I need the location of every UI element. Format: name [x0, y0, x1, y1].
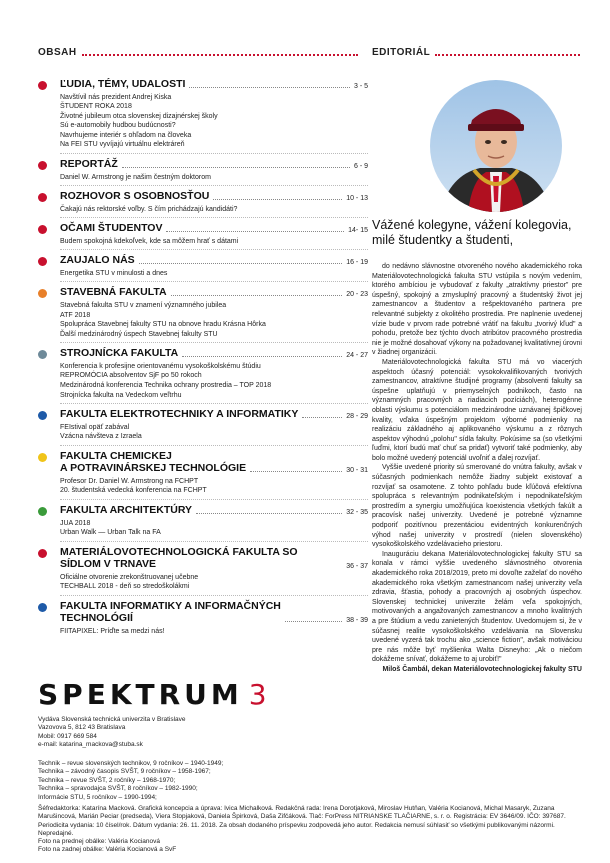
section-color-dot	[38, 350, 47, 359]
toc-section-title: REPORTÁŽ	[60, 158, 118, 171]
toc-article-item[interactable]: FIITAPIXEL: Príďte sa medzi nás!	[60, 627, 165, 635]
toc-section-title: ĽUDIA, TÉMY, UDALOSTI	[60, 78, 186, 90]
toc-section-head	[60, 158, 368, 171]
toc-separator	[60, 185, 368, 186]
editorial-paragraph: Vyššie uvedené priority sú smerované do vnútra fakulty, avšak v súčasných podmienkach nemôže žiadny subjekt existovať a rozvíjať sa osamotene. Z tohto pohľadu bude kľúčová efektívna spolupráca s relevantným podnikateľským i nepodnikateľským prostredím a synergiu umožňujúca koexistencia všetkých fakúlt a pracovísk našej univerzity. Uvedené je potrebné významne podporiť pozitívnou prezentáciou evidentných konkurenčných výhod našej univerzity v prostredí (nielen slovenského) vysokoškolského vzdelávacieho priestoru.	[372, 464, 582, 549]
toc-dotted-leader	[171, 295, 343, 296]
toc-section-head	[60, 78, 368, 91]
toc-separator	[60, 403, 368, 404]
toc-page-range: 32 - 35	[346, 508, 368, 516]
publisher-info	[38, 716, 578, 750]
publisher-line: Vydáva Slovenská technická univerzita v Bratislave	[38, 716, 186, 723]
toc-article-item[interactable]: Konferencia k profesijne orientovanému vysokoškolskému štúdiu	[60, 362, 261, 370]
toc-section[interactable]	[38, 546, 368, 592]
toc-dotted-leader	[122, 167, 350, 168]
editorial-signature: Miloš Čambál, dekan Materiálovotechnologickej fakulty STU	[382, 665, 582, 673]
toc-section-head	[60, 408, 368, 421]
toc-separator	[60, 342, 368, 343]
toc-dotted-leader	[182, 356, 342, 357]
toc-section-items	[60, 573, 368, 592]
toc-section-head	[60, 546, 368, 571]
logo-word: SPEKTRUM	[38, 678, 243, 711]
section-color-dot	[38, 603, 47, 612]
toc-page-range: 14- 15	[348, 226, 368, 234]
toc-section[interactable]	[38, 408, 368, 442]
toc-article-item[interactable]: Navrhujeme interiér s ohľadom na človeka	[60, 131, 192, 139]
toc-page-range: 30 - 31	[346, 466, 368, 474]
toc-section-head	[60, 286, 368, 299]
history-line: Technik – revue slovenských technikov, 9 ročníkov – 1940-1949;	[38, 760, 224, 767]
toc-header	[38, 47, 358, 58]
toc-article-item[interactable]: JUA 2018	[60, 519, 91, 527]
table-of-contents	[38, 78, 368, 637]
toc-dotted-leader	[302, 417, 342, 418]
dean-portrait	[430, 80, 562, 212]
toc-page-range: 3 - 5	[353, 82, 368, 90]
toc-page-range: 16 - 19	[346, 258, 368, 266]
toc-page-range: 36 - 37	[346, 562, 368, 570]
toc-article-item[interactable]: Budem spokojná kdekoľvek, kde sa môžem hrať s dátami	[60, 237, 239, 245]
toc-section-items	[60, 93, 368, 151]
editorial-header	[372, 47, 580, 58]
toc-section[interactable]	[38, 600, 368, 637]
toc-section-head	[60, 222, 368, 235]
publisher-line: Mobil: 0917 669 584	[38, 732, 97, 740]
toc-section-head	[60, 450, 368, 475]
toc-section-items	[60, 362, 368, 400]
toc-article-item[interactable]: Oficiálne otvorenie zrekonštruovanej učebne	[60, 573, 199, 581]
spektrum-logo	[38, 678, 271, 711]
editorial-body	[372, 262, 582, 675]
toc-section-items	[60, 205, 368, 215]
toc-section-items	[60, 237, 368, 247]
toc-article-item[interactable]: Urban Walk — Urban Talk na FA	[60, 529, 161, 537]
toc-section-items	[60, 477, 368, 496]
toc-dotted-leader	[285, 621, 342, 622]
toc-section-head	[60, 504, 368, 517]
toc-section[interactable]	[38, 254, 368, 278]
history-info	[38, 760, 578, 802]
header-dotted-rule	[82, 50, 358, 56]
toc-article-item[interactable]: Ďalší medzinárodný úspech Stavebnej fakulty STU	[60, 330, 218, 338]
history-line: Informácie STU, 5 ročníkov – 1990-1994;	[38, 793, 157, 801]
toc-page-range: 38 - 39	[346, 616, 368, 624]
toc-section[interactable]	[38, 158, 368, 182]
toc-separator	[60, 281, 368, 282]
toc-article-item[interactable]: Spolupráca Stavebnej fakulty STU na obnove hradu Krásna Hôrka	[60, 321, 266, 329]
editorial-greeting: Vážené kolegyne, vážení kolegovia, milé študentky a študenti,	[372, 218, 572, 247]
toc-section-items	[60, 173, 368, 183]
header-dotted-rule	[435, 50, 580, 56]
toc-section-title: FAKULTA CHEMICKEJ A POTRAVINÁRSKEJ TECHNOLÓGIE	[60, 449, 247, 475]
toc-article-item[interactable]: Daniel W. Armstrong je našim čestným doktorom	[60, 173, 211, 181]
issue-number: 3	[248, 678, 271, 711]
toc-article-item[interactable]: REPROMÓCIA absolventov SjF po 50 rokoch	[60, 372, 202, 380]
toc-dotted-leader	[213, 199, 342, 200]
toc-section[interactable]	[38, 286, 368, 339]
section-color-dot	[38, 411, 47, 420]
toc-section-title: STROJNÍCKA FAKULTA	[60, 347, 179, 360]
toc-article-item[interactable]: ATF 2018	[60, 311, 91, 319]
toc-separator	[60, 217, 368, 218]
section-color-dot	[38, 507, 47, 516]
toc-section-title: ROZHOVOR S OSOBNOSŤOU	[60, 190, 210, 203]
toc-section-title: MATERIÁLOVOTECHNOLOGICKÁ FAKULTA SO SÍDLOM V TRNAVE	[60, 545, 298, 571]
toc-article-item[interactable]: Navštívil nás prezident Andrej Kiska	[60, 93, 172, 101]
toc-article-item[interactable]: FEIstival opäť zabával	[60, 423, 130, 431]
section-color-dot	[38, 81, 47, 90]
toc-article-item[interactable]: Čakajú nás rektorské voľby. S čím prichádzajú kandidáti?	[60, 205, 238, 213]
toc-section-items	[60, 423, 368, 442]
toc-separator	[60, 249, 368, 250]
toc-section-title: OČAMI ŠTUDENTOV	[60, 222, 163, 235]
toc-page-range: 28 - 29	[346, 412, 368, 420]
toc-section-items	[60, 519, 368, 538]
editorial-paragraph: do nedávno slávnostne otvoreného nového akademického roka Materiálovotechnologická fakulta STU vstúpila s novým vedením, ktorého ambíciou je vybudovať z fakulty „atraktívny priestor" pre úspešný, spokojný a zmysluplný pracovný a študentský život jej zamestnancov a študentov a rešpektovaného partnera pre relevantné subjekty z okolitého prostredia. Pre naplnenie uvedenej vízie bude v prvom rade potrebné vrátiť na fakultu „tvorivý kľud" a pohodu, pretože bez týchto dvoch atribútov pracovného prostredia nie je možné dosahovať výkony na požadovanej kvalitatívnej úrovni v žiadnej organizácii.	[372, 263, 582, 357]
publisher-email[interactable]: e-mail: katarina_mackova@stuba.sk	[38, 741, 143, 749]
section-color-dot	[38, 257, 47, 266]
toc-article-item[interactable]: Energetika STU v minulosti a dnes	[60, 269, 168, 277]
photo-credit-line: Foto na prednej obálke: Valéria Kocianová	[38, 838, 161, 845]
toc-article-item[interactable]: Sú e-automobily hudbou budúcnosti?	[60, 122, 176, 130]
toc-article-item[interactable]: Vzácna návšteva z Izraela	[60, 433, 142, 441]
photo-credit-line: Foto na zadnej obálke: Valéria Kocianová a SvF	[38, 846, 177, 854]
toc-section-title: FAKULTA INFORMATIKY A INFORMAČNÝCH TECHNOLÓGIÍ	[60, 599, 281, 625]
toc-section-items	[60, 301, 368, 339]
toc-separator	[60, 541, 368, 542]
toc-section[interactable]	[38, 222, 368, 246]
toc-separator	[60, 595, 368, 596]
editorial-header-label: EDITORIÁL	[372, 47, 431, 58]
portrait-image	[430, 80, 562, 212]
toc-dotted-leader	[189, 87, 350, 88]
toc-article-item[interactable]: Životné jubileum otca slovenskej dizajnérskej školy	[60, 112, 218, 120]
toc-section-items	[60, 269, 368, 279]
toc-section-head	[60, 347, 368, 360]
section-color-dot	[38, 225, 47, 234]
toc-section[interactable]	[38, 450, 368, 496]
editorial-paragraph: Inauguráciu dekana Materiálovotechnologickej fakulty STU sa konala v rámci vyššie uvedeného slávnostného otvorenia akademického roka 2018/2019, preto mi dovoľte zaželať do nového akademického roka všetkým zamestnancom našej univerzity veľa zdravia, šťastia, pohody a pracovných aj osobných úspechov. Slovenskej technickej univerzite želám veľa spokojných, motivovaných a angažovaných zamestnancov a mnoho kvalitných a pre štúdium a vedu zanietených študentov. Uvedomujem si, že v súčasnej realite vysokoškolského vzdelávania na Slovensku uvedené vyzerá tak trochu ako „science fiction", avšak motiváciou pre nás môže byť myšlienka Walta Disneyho: „Ak o niečom dokážeme snívať, dokážeme to aj urobiť!"	[372, 550, 582, 664]
toc-page-range: 24 - 27	[346, 351, 368, 359]
toc-section-title: STAVEBNÁ FAKULTA	[60, 286, 167, 299]
toc-article-item[interactable]: TECHBALL 2018 - deň so stredoškolákmi	[60, 583, 190, 591]
toc-separator	[60, 445, 368, 446]
editorial-paragraph: Materiálovotechnologická fakulta STU má vo viacerých aspektoch účasný potenciál: vysokokvalifikovaných tvorivých zamestnancov, atraktívne študijné programy (absolventi fakulty sa úspešne uplatňujú v priemyselných podnikoch, často na významných pracovných a riadiacich pozíciách), heterogénne oblasti výskumu s potenciálom medzinárodne uznávanej špičkovej kvality, vďaka úspešným projektom výborné podmienky na realizáciu základného aj aplikovaného výskumu a z rôznych aspektov výhodnú „polohu" sídla fakulty. Pokúsime sa (so všetkými ľuďmi, ktorí budú mať chuť sa pridať) vytvoriť také podmienky, aby bolo možné uvedený potenciál uvoľniť a ďalej rozvíjať.	[372, 358, 582, 462]
toc-section-head	[60, 190, 368, 203]
section-color-dot	[38, 549, 47, 558]
toc-dotted-leader	[139, 263, 343, 264]
toc-article-item[interactable]: ŠTUDENT ROKA 2018	[60, 103, 132, 111]
section-color-dot	[38, 453, 47, 462]
toc-header-label: OBSAH	[38, 47, 77, 58]
publisher-line: Vazovova 5, 812 43 Bratislava	[38, 724, 126, 732]
toc-dotted-leader	[250, 471, 342, 472]
history-line: Technika – spravodajca SVŠT, 8 ročníkov – 1982-1990;	[38, 785, 198, 793]
toc-section-items	[60, 627, 368, 637]
toc-dotted-leader	[166, 231, 344, 232]
toc-section[interactable]	[38, 504, 368, 538]
toc-article-item[interactable]: Medzinárodná konferencia Technika ochrany prostredia – TOP 2018	[60, 382, 272, 389]
toc-article-item[interactable]: Stavebná fakulta STU v znamení významného jubilea	[60, 301, 227, 309]
toc-separator	[60, 153, 368, 154]
toc-article-item[interactable]: Strojnícka fakulta na Vedeckom veľtrhu	[60, 391, 182, 399]
section-color-dot	[38, 289, 47, 298]
toc-article-item[interactable]: Na FEI STU vyvíjajú virtuálnu elektráreň	[60, 141, 185, 149]
credits: Šéfredaktorka: Katarína Macková. Grafická koncepcia a úprava: Ivica Michalková. Redakčná rada: Irena Dorotjaková, Miroslav Hutňan, Valéria Kocianová, Michal Masaryk, Zuzana Marušincová, Marián Peciar (predseda), Viera Stopjaková, Daniela Špirková, Daša Zifčáková. Tlač: ForPress NITRIANSKE TLAČIARNE, s. r. o. Registrácia: EV 3646/09. IČO: 397687. Periodicita vydania: 10 čísel/rok. Dátum vydania: 26. 11. 2018. Za obsah dodaného príspevku zodpovedá jeho autor. Redakcia nemusí súhlasiť so všetkými publikovanými názormi. Nepredajné.	[38, 805, 566, 838]
toc-section-head	[60, 600, 368, 625]
section-color-dot	[38, 193, 47, 202]
toc-section[interactable]	[38, 347, 368, 400]
toc-dotted-leader	[196, 513, 342, 514]
section-color-dot	[38, 161, 47, 170]
toc-section-title: ZAUJALO NÁS	[60, 254, 135, 267]
toc-page-range: 20 - 23	[346, 290, 368, 298]
history-line: Technika – revue SVŠT, 2 ročníky – 1968-1970;	[38, 776, 176, 784]
toc-section-title: FAKULTA ARCHITEKTÚRY	[60, 504, 193, 517]
photo-credits	[38, 838, 578, 855]
toc-page-range: 10 - 13	[346, 194, 368, 202]
toc-article-item[interactable]: Profesor Dr. Daniel W. Armstrong na FCHPT	[60, 477, 199, 485]
toc-page-range: 6 - 9	[353, 162, 368, 170]
toc-section[interactable]	[38, 78, 368, 150]
toc-section-title: FAKULTA ELEKTROTECHNIKY A INFORMATIKY	[60, 408, 299, 421]
toc-section-head	[60, 254, 368, 267]
toc-section[interactable]	[38, 190, 368, 214]
toc-separator	[60, 499, 368, 500]
toc-article-item[interactable]: 20. študentská vedecká konferencia na FCHPT	[60, 487, 207, 495]
history-line: Technika – závodný časopis SVŠT, 9 ročníkov – 1958-1967;	[38, 768, 211, 776]
